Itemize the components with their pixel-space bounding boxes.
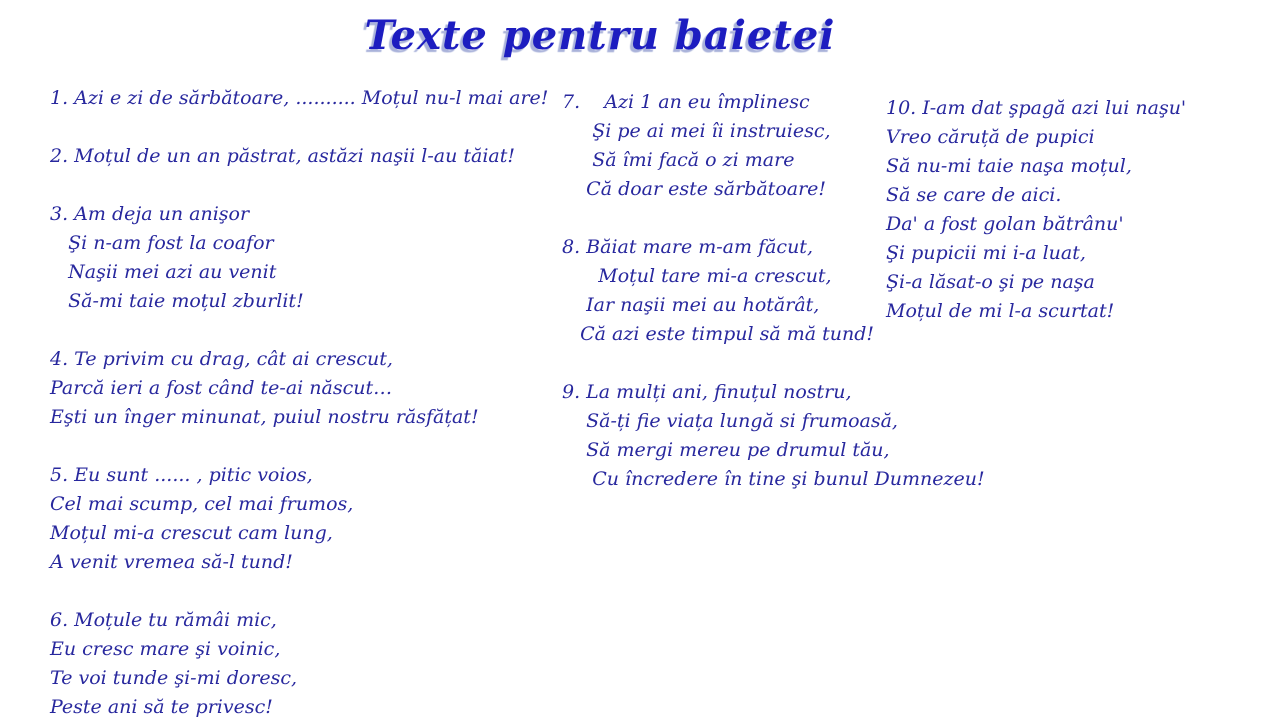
verse-line: Parcă ieri a fost când te-ai născut… <box>50 377 393 399</box>
verse-line: Cel mai scump, cel mai frumos, <box>50 493 354 515</box>
verse-line: Să nu-mi taie naşa moțul, <box>886 155 1132 177</box>
verse-line: Şi n-am fost la coafor <box>50 232 274 254</box>
verse-stanza-6 <box>50 606 575 720</box>
verse-line: Că azi este timpul să mă tund! <box>562 323 875 345</box>
verse-line: 7. Azi 1 an eu împlinesc <box>562 91 810 113</box>
title-container <box>0 12 1200 59</box>
verse-line: 1. Azi e zi de sărbătoare, .......... Moțul nu-l mai are! <box>50 87 549 109</box>
verse-line: Şi-a lăsat-o şi pe naşa <box>886 271 1095 293</box>
verse-stanza-9 <box>562 378 985 494</box>
verse-line: Moțul mi-a crescut cam lung, <box>50 522 333 544</box>
page-title: Texte pentru baietei <box>364 12 836 59</box>
verse-stanza-10 <box>886 94 1231 326</box>
verse-line: Şi pupicii mi i-a luat, <box>886 242 1086 264</box>
verse-line: Că doar este sărbătoare! <box>562 178 827 200</box>
verse-line: 2. Moțul de un an păstrat, astăzi naşii l-au tăiat! <box>50 145 516 167</box>
verse-line: Peste ani să te privesc! <box>50 696 273 718</box>
verse-line: Da' a fost golan bătrânu' <box>886 213 1124 235</box>
verse-line: 10. I-am dat şpagă azi lui naşu' <box>886 97 1187 119</box>
verse-line: Să-ți fie viața lungă si frumoasă, <box>562 410 898 432</box>
verse-stanza-5 <box>50 461 575 577</box>
verse-stanza-2 <box>50 142 575 171</box>
verse-line: Să îmi facă o zi mare <box>562 149 795 171</box>
verse-line: Te voi tunde şi-mi doresc, <box>50 667 298 689</box>
verse-line: 5. Eu sunt ...... , pitic voios, <box>50 464 313 486</box>
verse-line: 4. Te privim cu drag, cât ai crescut, <box>50 348 393 370</box>
verse-column-3 <box>886 94 1231 326</box>
verse-line: Să-mi taie moțul zburlit! <box>50 290 304 312</box>
verse-line: 6. Moțule tu rămâi mic, <box>50 609 277 631</box>
verse-line: Să se care de aici. <box>886 184 1062 206</box>
verse-line: Şi pe ai mei îi instruiesc, <box>562 120 831 142</box>
verse-line: 3. Am deja un anişor <box>50 203 250 225</box>
verse-line: A venit vremea să-l tund! <box>50 551 293 573</box>
verse-line: 9. La mulți ani, finuțul nostru, <box>562 381 852 403</box>
verse-line: Moțul tare mi-a crescut, <box>562 265 832 287</box>
verse-line: Vreo căruță de pupici <box>886 126 1095 148</box>
verse-stanza-4 <box>50 345 575 432</box>
verse-stanza-8 <box>562 233 897 349</box>
verse-stanza-7 <box>562 88 897 204</box>
verse-line: Eu cresc mare şi voinic, <box>50 638 281 660</box>
verse-stanza-3 <box>50 200 575 316</box>
verse-line: Să mergi mereu pe drumul tău, <box>562 439 890 461</box>
verse-line: Eşti un înger minunat, puiul nostru răsfățat! <box>50 406 479 428</box>
verse-column-1 <box>50 84 575 720</box>
verse-line: Moțul de mi l-a scurtat! <box>886 300 1115 322</box>
verse-line: Naşii mei azi au venit <box>50 261 277 283</box>
verse-line: Iar naşii mei au hotărât, <box>562 294 820 316</box>
verse-stanza-1 <box>50 84 575 113</box>
verse-line: 8. Băiat mare m-am făcut, <box>562 236 813 258</box>
verse-line: Cu încredere în tine şi bunul Dumnezeu! <box>562 468 985 490</box>
